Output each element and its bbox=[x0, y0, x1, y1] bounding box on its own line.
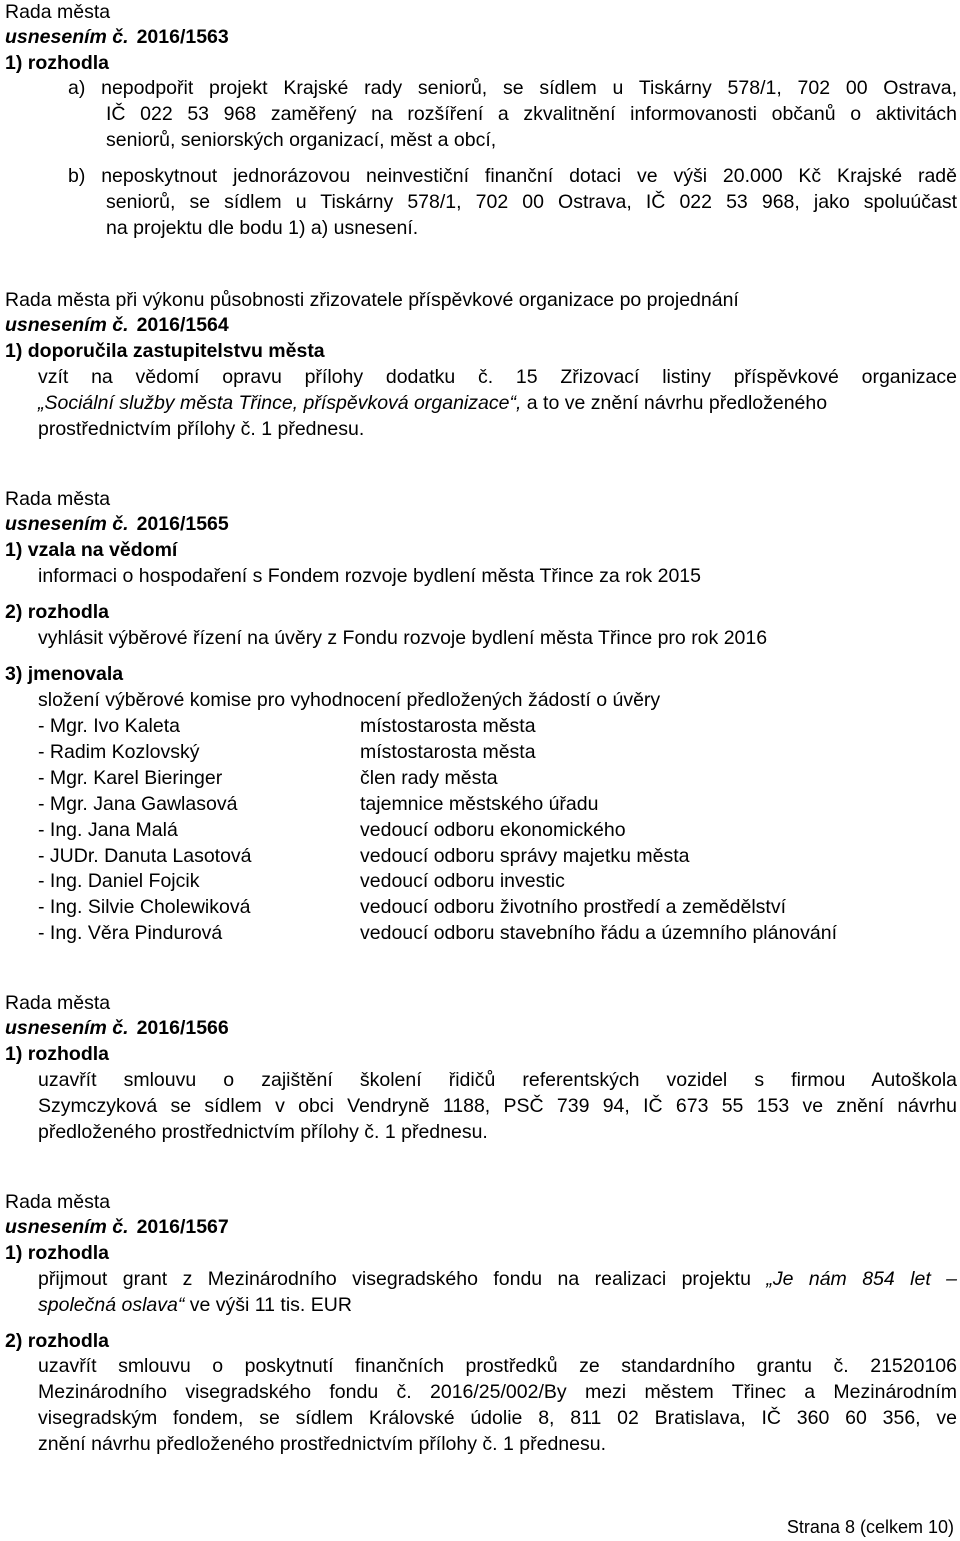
member-name: - Ing. Věra Pindurová bbox=[38, 922, 223, 944]
council-heading: Rada města bbox=[5, 992, 111, 1014]
paragraph-line: Mezinárodního visegradského fondu č. 2016/25/002/By mezi městem Třinec a Mezinárodním bbox=[38, 1381, 957, 1403]
resolution-number: 2016/1567 bbox=[136, 1216, 229, 1238]
member-role: vedoucí odboru správy majetku města bbox=[360, 845, 690, 867]
paragraph-line: vyhlásit výběrové řízení na úvěry z Fondu rozvoje bydlení města Třince pro rok 2016 bbox=[38, 627, 768, 649]
resolution-label: usnesením č. bbox=[5, 26, 129, 48]
member-name: - JUDr. Danuta Lasotová bbox=[38, 845, 252, 867]
paragraph-line bbox=[38, 1267, 957, 1291]
paragraph-line bbox=[38, 1293, 352, 1317]
paragraph-line: informaci o hospodaření s Fondem rozvoje bydlení města Třince za rok 2015 bbox=[38, 565, 701, 587]
member-name: - Ing. Jana Malá bbox=[38, 819, 178, 841]
paragraph-line: prostřednictvím přílohy č. 1 přednesu. bbox=[38, 418, 365, 440]
council-heading: Rada města při výkonu působnosti zřizovatele příspěvkové organizace po projednání bbox=[5, 289, 739, 311]
page-footer: Strana 8 (celkem 10) bbox=[786, 1517, 954, 1537]
paragraph-line: b) neposkytnout jednorázovou neinvestiční finanční dotaci ve výši 20.000 Kč Krajské radě bbox=[68, 165, 957, 187]
resolution-number: 2016/1566 bbox=[136, 1017, 229, 1039]
paragraph-line: znění návrhu předloženého prostřednictvím přílohy č. 1 přednesu. bbox=[38, 1433, 606, 1455]
resolution-header bbox=[5, 512, 229, 536]
member-name: - Mgr. Karel Bieringer bbox=[38, 767, 223, 789]
resolution-header bbox=[5, 1215, 229, 1239]
paragraph-line: a) nepodpořit projekt Krajské rady seniorů, se sídlem u Tiskárny 578/1, 702 00 Ostrava, bbox=[68, 77, 957, 99]
decision-item: 1) doporučila zastupitelstvu města bbox=[5, 340, 325, 362]
paragraph-line bbox=[38, 391, 827, 415]
resolution-header bbox=[5, 25, 229, 49]
paragraph-text: a to ve znění návrhu předloženého bbox=[521, 392, 828, 414]
council-heading: Rada města bbox=[5, 1, 111, 23]
decision-item: 1) rozhodla bbox=[5, 1242, 110, 1264]
resolution-number: 2016/1565 bbox=[136, 513, 229, 535]
project-name: „Je nám 854 let – bbox=[766, 1268, 957, 1290]
resolution-label: usnesením č. bbox=[5, 314, 129, 336]
member-role: místostarosta města bbox=[360, 715, 536, 737]
decision-item: 1) rozhodla bbox=[5, 52, 110, 74]
resolution-header bbox=[5, 1016, 229, 1040]
member-role: člen rady města bbox=[360, 767, 498, 789]
paragraph-line: složení výběrové komise pro vyhodnocení předložených žádostí o úvěry bbox=[38, 689, 661, 711]
member-name: - Ing. Silvie Cholewiková bbox=[38, 896, 251, 918]
resolution-label: usnesením č. bbox=[5, 513, 129, 535]
paragraph-text: přijmout grant z Mezinárodního visegradského fondu na realizaci projektu bbox=[38, 1268, 767, 1290]
paragraph-line: seniorů, se sídlem u Tiskárny 578/1, 702 00 Ostrava, IČ 022 53 968, jako spoluúčast bbox=[106, 191, 957, 213]
member-name: - Mgr. Ivo Kaleta bbox=[38, 715, 180, 737]
paragraph-line: vzít na vědomí opravu přílohy dodatku č. 15 Zřizovací listiny příspěvkové organizace bbox=[38, 366, 957, 388]
paragraph-line: předloženého prostřednictvím přílohy č. 1 přednesu. bbox=[38, 1121, 488, 1143]
member-name: - Mgr. Jana Gawlasová bbox=[38, 793, 238, 815]
resolution-number: 2016/1563 bbox=[136, 26, 229, 48]
paragraph-line: na projektu dle bodu 1) a) usnesení. bbox=[106, 217, 419, 239]
project-name: společná oslava“ bbox=[38, 1294, 185, 1316]
paragraph-line: seniorů, seniorských organizací, měst a obcí, bbox=[106, 129, 497, 151]
resolution-number: 2016/1564 bbox=[136, 314, 229, 336]
member-role: vedoucí odboru stavebního řádu a územního plánování bbox=[360, 922, 838, 944]
member-role: vedoucí odboru životního prostředí a zemědělství bbox=[360, 896, 786, 918]
paragraph-line: uzavřít smlouvu o poskytnutí finančních prostředků ze standardního grantu č. 21520106 bbox=[38, 1355, 957, 1377]
member-name: - Radim Kozlovský bbox=[38, 741, 200, 763]
council-heading: Rada města bbox=[5, 488, 111, 510]
decision-item: 2) rozhodla bbox=[5, 601, 110, 623]
decision-item: 1) vzala na vědomí bbox=[5, 539, 178, 561]
member-role: tajemnice městského úřadu bbox=[360, 793, 599, 815]
paragraph-text: ve výši 11 tis. EUR bbox=[184, 1294, 352, 1316]
council-heading: Rada města bbox=[5, 1191, 111, 1213]
member-role: vedoucí odboru investic bbox=[360, 870, 565, 892]
decision-item: 1) rozhodla bbox=[5, 1043, 110, 1065]
paragraph-line: Szymczyková se sídlem v obci Vendryně 1188, PSČ 739 94, IČ 673 55 153 ve znění návrhu bbox=[38, 1095, 957, 1117]
decision-item: 3) jmenovala bbox=[5, 663, 124, 685]
resolution-label: usnesením č. bbox=[5, 1017, 129, 1039]
resolution-header bbox=[5, 313, 229, 337]
organization-name: „Sociální služby města Třince, příspěvková organizace“, bbox=[38, 392, 522, 414]
paragraph-line: uzavřít smlouvu o zajištění školení řidičů referentských vozidel s firmou Autoškola bbox=[38, 1069, 957, 1091]
member-role: vedoucí odboru ekonomického bbox=[360, 819, 626, 841]
paragraph-line: visegradským fondem, se sídlem Královské údolie 8, 811 02 Bratislava, IČ 360 60 356, ve bbox=[38, 1407, 957, 1429]
decision-item: 2) rozhodla bbox=[5, 1330, 110, 1352]
paragraph-line: IČ 022 53 968 zaměřený na rozšíření a zkvalitnění informovanosti občanů o aktivitách bbox=[106, 103, 957, 125]
member-name: - Ing. Daniel Fojcik bbox=[38, 870, 200, 892]
member-role: místostarosta města bbox=[360, 741, 536, 763]
resolution-label: usnesením č. bbox=[5, 1216, 129, 1238]
